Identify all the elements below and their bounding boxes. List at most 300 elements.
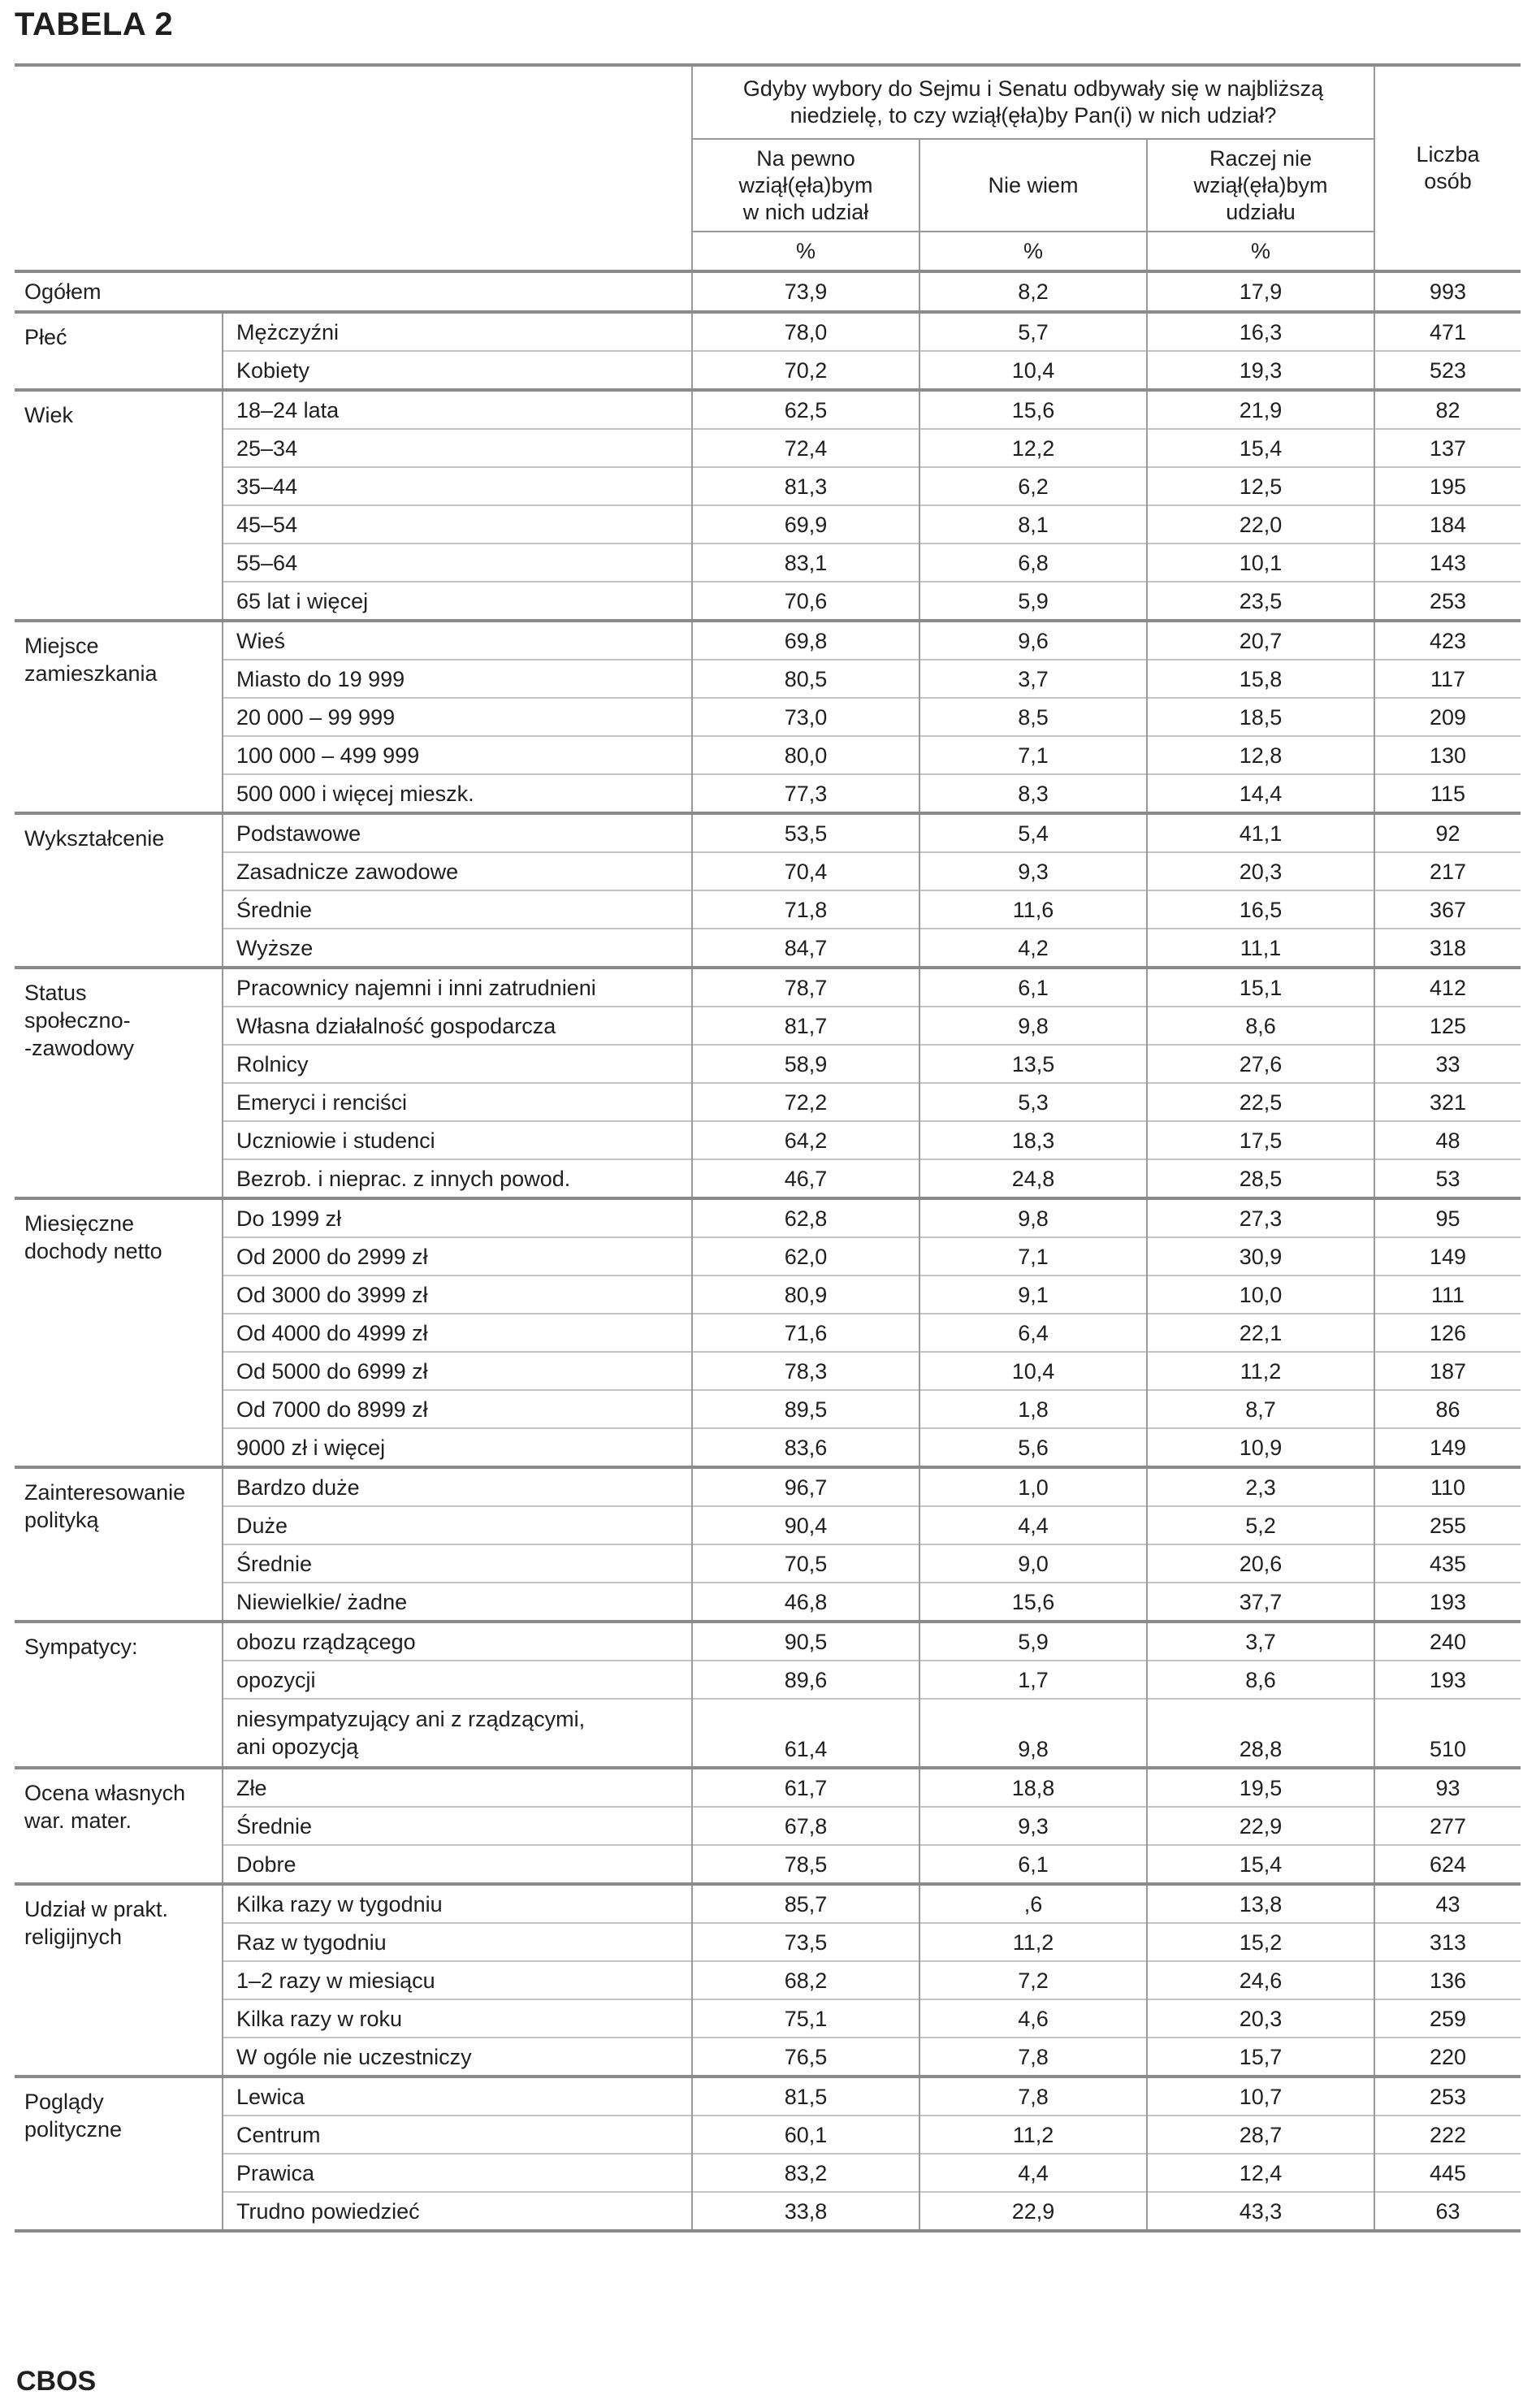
count-cell: 222 (1374, 2116, 1521, 2154)
group-label: Miejsce zamieszkania (15, 621, 223, 813)
percent-cell: 3,7 (919, 660, 1147, 698)
count-cell: 471 (1374, 312, 1521, 351)
count-cell: 209 (1374, 698, 1521, 736)
row-label: obozu rządzącego (223, 1622, 692, 1661)
table-row (15, 1884, 1521, 1923)
percent-cell: 17,5 (1147, 1121, 1374, 1159)
percent-cell: 8,7 (1147, 1390, 1374, 1428)
row-label: Średnie (223, 890, 692, 929)
percent-cell: 10,4 (919, 351, 1147, 390)
percent-cell: 20,3 (1147, 852, 1374, 890)
group-label: Ocena własnych war. mater. (15, 1768, 223, 1884)
table-row (15, 1007, 1521, 1045)
row-label: Wieś (223, 621, 692, 660)
row-label: Bezrob. i nieprac. z innych powod. (223, 1159, 692, 1198)
percent-cell: 8,6 (1147, 1007, 1374, 1045)
percent-cell: 7,1 (919, 1237, 1147, 1275)
row-label: Dobre (223, 1845, 692, 1884)
percent-cell: 81,5 (692, 2077, 919, 2116)
percent-cell: 70,4 (692, 852, 919, 890)
percent-cell: 11,2 (919, 2116, 1147, 2154)
percent-cell: 12,8 (1147, 736, 1374, 774)
percent-cell: 24,8 (919, 1159, 1147, 1198)
count-cell: 321 (1374, 1083, 1521, 1121)
percent-cell: 15,4 (1147, 1845, 1374, 1884)
percent-cell: 28,8 (1147, 1699, 1374, 1768)
count-cell: 184 (1374, 505, 1521, 544)
count-cell: 149 (1374, 1428, 1521, 1467)
table-row (15, 621, 1521, 660)
percent-cell: 64,2 (692, 1121, 919, 1159)
table-row (15, 1661, 1521, 1699)
percent-cell: 10,9 (1147, 1428, 1374, 1467)
row-label: Emeryci i renciści (223, 1083, 692, 1121)
table-row (15, 852, 1521, 890)
percent-cell: 78,3 (692, 1352, 919, 1390)
percent-cell: 73,0 (692, 698, 919, 736)
percent-cell: 33,8 (692, 2192, 919, 2231)
percent-cell: 81,3 (692, 467, 919, 505)
table-row (15, 1923, 1521, 1961)
percent-cell: 12,5 (1147, 467, 1374, 505)
total-label: Ogółem (15, 271, 692, 312)
percent-cell: 28,7 (1147, 2116, 1374, 2154)
table-row (15, 1428, 1521, 1467)
table-row (15, 582, 1521, 621)
count-cell: 95 (1374, 1198, 1521, 1237)
group-label: Wykształcenie (15, 813, 223, 968)
row-label: Do 1999 zł (223, 1198, 692, 1237)
table-row (15, 660, 1521, 698)
percent-cell: 16,3 (1147, 312, 1374, 351)
table-row (15, 429, 1521, 467)
table-row (15, 1506, 1521, 1544)
percent-cell: 1,7 (919, 1661, 1147, 1699)
count-cell: 193 (1374, 1583, 1521, 1622)
percent-cell: 46,8 (692, 1583, 919, 1622)
row-label: Zasadnicze zawodowe (223, 852, 692, 890)
percent-cell: 43,3 (1147, 2192, 1374, 2231)
percent-cell: 8,3 (919, 774, 1147, 813)
count-cell: 624 (1374, 1845, 1521, 1884)
percent-cell: ,6 (919, 1884, 1147, 1923)
table-row (15, 890, 1521, 929)
count-cell: 82 (1374, 390, 1521, 429)
row-label: 100 000 – 499 999 (223, 736, 692, 774)
count-cell: 318 (1374, 929, 1521, 968)
row-label: 1–2 razy w miesiącu (223, 1961, 692, 1999)
percent-cell: 5,9 (919, 582, 1147, 621)
question-header: Gdyby wybory do Sejmu i Senatu odbywały się w najbliższą niedzielę, to czy wziął(ęła)by Pan(i) w nich udział? (692, 65, 1374, 139)
table-row (15, 1083, 1521, 1121)
percent-cell: 22,0 (1147, 505, 1374, 544)
percent-cell: 46,7 (692, 1159, 919, 1198)
row-label: 55–64 (223, 544, 692, 582)
percent-cell: 24,6 (1147, 1961, 1374, 1999)
count-cell: 43 (1374, 1884, 1521, 1923)
percent-cell: 62,0 (692, 1237, 919, 1275)
row-label: Podstawowe (223, 813, 692, 852)
count-cell: 217 (1374, 852, 1521, 890)
count-cell: 136 (1374, 1961, 1521, 1999)
count-cell: 445 (1374, 2154, 1521, 2192)
table-row (15, 1999, 1521, 2038)
percent-cell: 5,9 (919, 1622, 1147, 1661)
percent-cell: 60,1 (692, 2116, 919, 2154)
percent-cell: 27,3 (1147, 1198, 1374, 1237)
row-label: Lewica (223, 2077, 692, 2116)
percent-cell: 15,4 (1147, 429, 1374, 467)
table-row (15, 351, 1521, 390)
percent-cell: 10,4 (919, 1352, 1147, 1390)
percent-cell: 5,6 (919, 1428, 1147, 1467)
table-row (15, 312, 1521, 351)
percent-cell: 78,0 (692, 312, 919, 351)
row-label: Od 4000 do 4999 zł (223, 1314, 692, 1352)
row-label: 45–54 (223, 505, 692, 544)
percent-cell: 37,7 (1147, 1583, 1374, 1622)
percent-cell: 7,8 (919, 2038, 1147, 2077)
header-row-question (15, 65, 1521, 139)
group-label: Zainteresowanie polityką (15, 1467, 223, 1622)
count-cell: 110 (1374, 1467, 1521, 1506)
percent-cell: 28,5 (1147, 1159, 1374, 1198)
percent-cell: 84,7 (692, 929, 919, 968)
percent-cell: 78,5 (692, 1845, 919, 1884)
percent-cell: 20,3 (1147, 1999, 1374, 2038)
count-cell: 126 (1374, 1314, 1521, 1352)
table-row (15, 1544, 1521, 1583)
percent-cell: 1,0 (919, 1467, 1147, 1506)
count-cell: 313 (1374, 1923, 1521, 1961)
count-cell: 220 (1374, 2038, 1521, 2077)
count-cell: 92 (1374, 813, 1521, 852)
percent-cell: 19,3 (1147, 351, 1374, 390)
percent-cell: 80,5 (692, 660, 919, 698)
percent-cell: 5,3 (919, 1083, 1147, 1121)
percent-cell: 20,7 (1147, 621, 1374, 660)
percent-cell: 6,4 (919, 1314, 1147, 1352)
percent-cell: 83,6 (692, 1428, 919, 1467)
percent-cell: 7,1 (919, 736, 1147, 774)
table-row (15, 1467, 1521, 1506)
row-label: Własna działalność gospodarcza (223, 1007, 692, 1045)
percent-cell: 8,1 (919, 505, 1147, 544)
total-count: 993 (1374, 271, 1521, 312)
table-row (15, 2077, 1521, 2116)
row-label: Rolnicy (223, 1045, 692, 1083)
row-label: Od 3000 do 3999 zł (223, 1275, 692, 1314)
percent-cell: 72,4 (692, 429, 919, 467)
percent-cell: 18,8 (919, 1768, 1147, 1807)
count-cell: 63 (1374, 2192, 1521, 2231)
count-cell: 253 (1374, 582, 1521, 621)
percent-cell: 22,5 (1147, 1083, 1374, 1121)
row-label: Od 2000 do 2999 zł (223, 1237, 692, 1275)
table-row (15, 390, 1521, 429)
percent-cell: 2,3 (1147, 1467, 1374, 1506)
group-label: Płeć (15, 312, 223, 390)
percent-cell: 5,7 (919, 312, 1147, 351)
count-cell: 115 (1374, 774, 1521, 813)
row-label: Pracownicy najemni i inni zatrudnieni (223, 968, 692, 1007)
percent-cell: 53,5 (692, 813, 919, 852)
count-cell: 412 (1374, 968, 1521, 1007)
percent-cell: 9,8 (919, 1007, 1147, 1045)
row-label: 500 000 i więcej mieszk. (223, 774, 692, 813)
group-label: Wiek (15, 390, 223, 621)
percent-cell: 9,0 (919, 1544, 1147, 1583)
table-row (15, 736, 1521, 774)
count-cell: 33 (1374, 1045, 1521, 1083)
percent-cell: 73,5 (692, 1923, 919, 1961)
percent-cell: 90,5 (692, 1622, 919, 1661)
percent-cell: 21,9 (1147, 390, 1374, 429)
row-label: W ogóle nie uczestniczy (223, 2038, 692, 2077)
table-row (15, 1390, 1521, 1428)
count-cell: 187 (1374, 1352, 1521, 1390)
percent-cell: 80,9 (692, 1275, 919, 1314)
percent-cell: 70,2 (692, 351, 919, 390)
table-row (15, 1807, 1521, 1845)
percent-cell: 96,7 (692, 1467, 919, 1506)
percent-cell: 18,5 (1147, 698, 1374, 736)
percent-cell: 15,6 (919, 1583, 1147, 1622)
table-row (15, 2038, 1521, 2077)
percent-cell: 15,7 (1147, 2038, 1374, 2077)
row-label: 20 000 – 99 999 (223, 698, 692, 736)
percent-cell: 6,8 (919, 544, 1147, 582)
percent-cell: 78,7 (692, 968, 919, 1007)
table-row (15, 698, 1521, 736)
unit-label: % (692, 232, 919, 271)
percent-cell: 71,6 (692, 1314, 919, 1352)
table-row (15, 1045, 1521, 1083)
row-label: Duże (223, 1506, 692, 1544)
percent-cell: 62,8 (692, 1198, 919, 1237)
row-label: Od 5000 do 6999 zł (223, 1352, 692, 1390)
percent-cell: 12,4 (1147, 2154, 1374, 2192)
percent-cell: 8,6 (1147, 1661, 1374, 1699)
percent-cell: 11,2 (919, 1923, 1147, 1961)
percent-cell: 85,7 (692, 1884, 919, 1923)
table-title: TABELA 2 (15, 6, 174, 42)
row-label: Kilka razy w roku (223, 1999, 692, 2038)
group-label: Status społeczno- -zawodowy (15, 968, 223, 1198)
count-cell: 193 (1374, 1661, 1521, 1699)
percent-cell: 22,9 (1147, 1807, 1374, 1845)
table-row (15, 774, 1521, 813)
percent-cell: 61,7 (692, 1768, 919, 1807)
table-row (15, 544, 1521, 582)
percent-cell: 58,9 (692, 1045, 919, 1083)
table-row (15, 1352, 1521, 1390)
row-label: Niewielkie/ żadne (223, 1583, 692, 1622)
percent-cell: 4,6 (919, 1999, 1147, 2038)
table-row (15, 1583, 1521, 1622)
percent-cell: 16,5 (1147, 890, 1374, 929)
group-label: Miesięczne dochody netto (15, 1198, 223, 1467)
percent-cell: 9,8 (919, 1699, 1147, 1768)
percent-cell: 19,5 (1147, 1768, 1374, 1807)
percent-cell: 11,2 (1147, 1352, 1374, 1390)
percent-cell: 20,6 (1147, 1544, 1374, 1583)
percent-cell: 9,8 (919, 1198, 1147, 1237)
count-cell: 240 (1374, 1622, 1521, 1661)
unit-label: % (919, 232, 1147, 271)
percent-cell: 6,1 (919, 1845, 1147, 1884)
row-label: Od 7000 do 8999 zł (223, 1390, 692, 1428)
count-cell: 259 (1374, 1999, 1521, 2038)
count-cell: 195 (1374, 467, 1521, 505)
count-cell: 48 (1374, 1121, 1521, 1159)
percent-cell: 69,8 (692, 621, 919, 660)
percent-cell: 15,2 (1147, 1923, 1374, 1961)
percent-cell: 22,9 (919, 2192, 1147, 2231)
row-label: 18–24 lata (223, 390, 692, 429)
table-row (15, 1622, 1521, 1661)
percent-cell: 1,8 (919, 1390, 1147, 1428)
results-table (15, 63, 1521, 2233)
count-cell: 137 (1374, 429, 1521, 467)
source-logo: CBOS (16, 2366, 97, 2397)
row-label: opozycji (223, 1661, 692, 1699)
percent-cell: 13,5 (919, 1045, 1147, 1083)
table-row (15, 929, 1521, 968)
percent-cell: 75,1 (692, 1999, 919, 2038)
percent-cell: 14,4 (1147, 774, 1374, 813)
percent-cell: 69,9 (692, 505, 919, 544)
row-label: Trudno powiedzieć (223, 2192, 692, 2231)
row-label: Centrum (223, 2116, 692, 2154)
percent-cell: 4,4 (919, 2154, 1147, 2192)
unit-label: % (1147, 232, 1374, 271)
percent-cell: 11,6 (919, 890, 1147, 929)
percent-cell: 15,1 (1147, 968, 1374, 1007)
total-value: 8,2 (919, 271, 1147, 312)
table-row (15, 813, 1521, 852)
count-cell: 423 (1374, 621, 1521, 660)
percent-cell: 83,1 (692, 544, 919, 582)
percent-cell: 80,0 (692, 736, 919, 774)
percent-cell: 9,6 (919, 621, 1147, 660)
percent-cell: 6,2 (919, 467, 1147, 505)
count-cell: 111 (1374, 1275, 1521, 1314)
group-label: Poglądy polityczne (15, 2077, 223, 2231)
percent-cell: 11,1 (1147, 929, 1374, 968)
count-cell: 277 (1374, 1807, 1521, 1845)
percent-cell: 5,2 (1147, 1506, 1374, 1544)
percent-cell: 70,5 (692, 1544, 919, 1583)
table-row (15, 2192, 1521, 2231)
count-cell: 86 (1374, 1390, 1521, 1428)
count-cell: 53 (1374, 1159, 1521, 1198)
table-row (15, 2116, 1521, 2154)
row-label: Złe (223, 1768, 692, 1807)
answer-header-rather-not: Raczej nie wziął(ęła)bym udziału (1147, 139, 1374, 232)
row-label: Kilka razy w tygodniu (223, 1884, 692, 1923)
group-label: Sympatycy: (15, 1622, 223, 1768)
percent-cell: 22,1 (1147, 1314, 1374, 1352)
table-row (15, 1314, 1521, 1352)
table-row (15, 1768, 1521, 1807)
total-value: 17,9 (1147, 271, 1374, 312)
table-row (15, 1699, 1521, 1768)
percent-cell: 10,7 (1147, 2077, 1374, 2116)
answer-header-definitely: Na pewno wziął(ęła)bym w nich udział (692, 139, 919, 232)
percent-cell: 90,4 (692, 1506, 919, 1544)
group-label: Udział w prakt. religijnych (15, 1884, 223, 2077)
row-label: Kobiety (223, 351, 692, 390)
total-value: 73,9 (692, 271, 919, 312)
count-cell: 143 (1374, 544, 1521, 582)
row-label: Bardzo duże (223, 1467, 692, 1506)
percent-cell: 8,5 (919, 698, 1147, 736)
percent-cell: 4,4 (919, 1506, 1147, 1544)
percent-cell: 9,3 (919, 852, 1147, 890)
count-column-header: Liczba osób (1374, 65, 1521, 271)
row-label: Średnie (223, 1544, 692, 1583)
table-row (15, 1237, 1521, 1275)
percent-cell: 3,7 (1147, 1622, 1374, 1661)
percent-cell: 89,5 (692, 1390, 919, 1428)
count-cell: 125 (1374, 1007, 1521, 1045)
table-row (15, 505, 1521, 544)
count-cell: 93 (1374, 1768, 1521, 1807)
table-row (15, 2154, 1521, 2192)
count-cell: 149 (1374, 1237, 1521, 1275)
percent-cell: 15,8 (1147, 660, 1374, 698)
table-row (15, 1275, 1521, 1314)
percent-cell: 83,2 (692, 2154, 919, 2192)
count-cell: 367 (1374, 890, 1521, 929)
answer-header-dont-know: Nie wiem (919, 139, 1147, 232)
row-label: 65 lat i więcej (223, 582, 692, 621)
percent-cell: 18,3 (919, 1121, 1147, 1159)
percent-cell: 89,6 (692, 1661, 919, 1699)
row-label: 9000 zł i więcej (223, 1428, 692, 1467)
percent-cell: 7,2 (919, 1961, 1147, 1999)
table-row (15, 1961, 1521, 1999)
percent-cell: 71,8 (692, 890, 919, 929)
row-label: Uczniowie i studenci (223, 1121, 692, 1159)
percent-cell: 70,6 (692, 582, 919, 621)
percent-cell: 15,6 (919, 390, 1147, 429)
row-label: Mężczyźni (223, 312, 692, 351)
percent-cell: 76,5 (692, 2038, 919, 2077)
percent-cell: 7,8 (919, 2077, 1147, 2116)
percent-cell: 10,1 (1147, 544, 1374, 582)
row-label: Średnie (223, 1807, 692, 1845)
row-label: Raz w tygodniu (223, 1923, 692, 1961)
table-row (15, 1159, 1521, 1198)
percent-cell: 6,1 (919, 968, 1147, 1007)
count-cell: 255 (1374, 1506, 1521, 1544)
count-cell: 117 (1374, 660, 1521, 698)
percent-cell: 68,2 (692, 1961, 919, 1999)
percent-cell: 4,2 (919, 929, 1147, 968)
percent-cell: 9,1 (919, 1275, 1147, 1314)
percent-cell: 27,6 (1147, 1045, 1374, 1083)
count-cell: 523 (1374, 351, 1521, 390)
percent-cell: 23,5 (1147, 582, 1374, 621)
table-row (15, 467, 1521, 505)
count-cell: 435 (1374, 1544, 1521, 1583)
percent-cell: 41,1 (1147, 813, 1374, 852)
percent-cell: 61,4 (692, 1699, 919, 1768)
count-cell: 253 (1374, 2077, 1521, 2116)
row-label: Wyższe (223, 929, 692, 968)
